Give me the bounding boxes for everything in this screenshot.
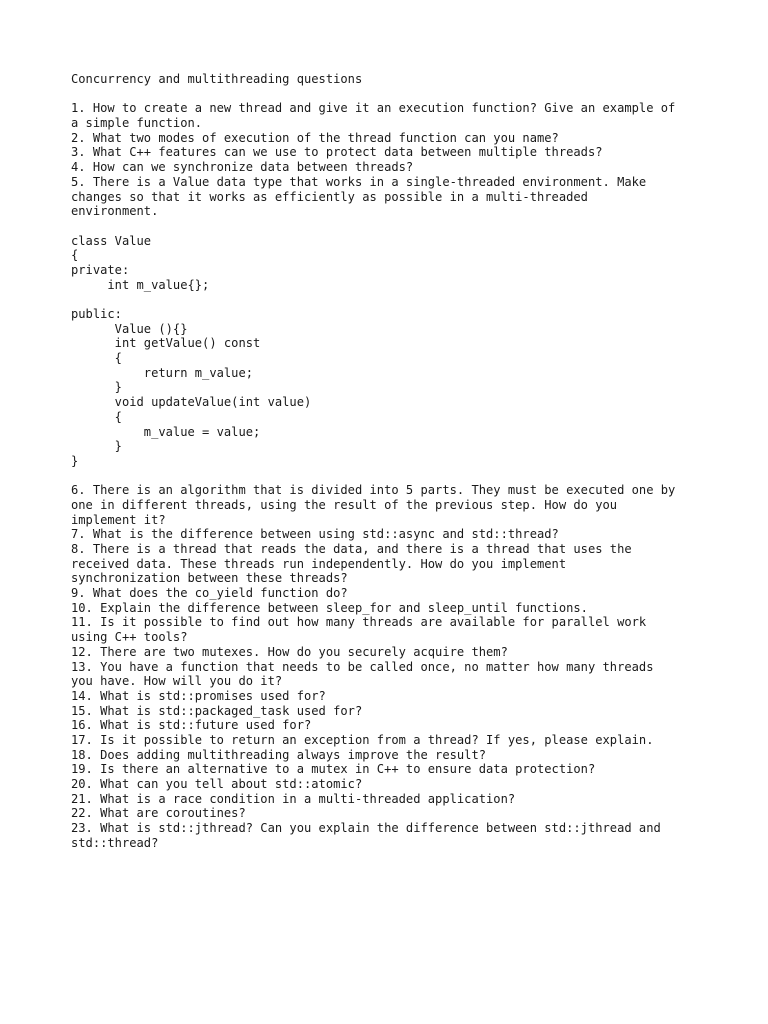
- question-item: [71, 615, 711, 644]
- question-text: 7. What is the difference between using std::async and std::thread?: [71, 527, 559, 542]
- code-line: {: [71, 248, 79, 263]
- question-text: 2. What two modes of execution of the thread function can you name?: [71, 130, 559, 145]
- code-line: private:: [71, 262, 130, 277]
- code-line: int m_value{};: [71, 277, 210, 292]
- question-text: 21. What is a race condition in a multi-threaded application?: [71, 791, 516, 806]
- question-text: 1. How to create a new thread and give it an execution function? Give an example of: [71, 101, 676, 116]
- question-text: 17. Is it possible to return an exception from a thread? If yes, please explain.: [71, 732, 654, 747]
- code-line: {: [71, 409, 122, 424]
- code-line: Value (){}: [71, 321, 188, 336]
- code-block: [71, 234, 711, 469]
- code-line: }: [71, 453, 79, 468]
- question-item: [71, 601, 711, 616]
- question-text: changes so that it works as efficiently as possible in a multi-threaded: [71, 189, 588, 204]
- code-line: {: [71, 351, 122, 366]
- question-text: 8. There is a thread that reads the data, and there is a thread that uses the: [71, 542, 632, 556]
- question-text: 16. What is std::future used for?: [71, 718, 312, 733]
- question-item: [71, 733, 711, 748]
- question-text: received data. These threads run independently. How do you implement: [71, 556, 567, 571]
- question-item: [71, 542, 711, 586]
- question-text: 22. What are coroutines?: [71, 806, 246, 821]
- question-text: 14. What is std::promises used for?: [71, 688, 326, 703]
- question-text: a simple function.: [71, 116, 203, 131]
- question-item: [71, 101, 711, 130]
- code-line: }: [71, 439, 122, 454]
- question-text: 6. There is an algorithm that is divided into 5 parts. They must be executed one by: [71, 483, 676, 498]
- question-text: 23. What is std::jthread? Can you explain the difference between std::jthread and: [71, 821, 661, 836]
- question-item: [71, 689, 711, 704]
- code-line: class Value: [71, 233, 152, 248]
- question-text: you have. How will you do it?: [71, 674, 283, 689]
- question-item: [71, 821, 711, 850]
- question-item: [71, 806, 711, 821]
- code-line: int getValue() const: [71, 336, 261, 351]
- question-list-part2: [71, 483, 711, 850]
- question-item: [71, 131, 711, 146]
- question-text: implement it?: [71, 512, 166, 527]
- question-text: 4. How can we synchronize data between threads?: [71, 160, 414, 175]
- question-item: [71, 704, 711, 719]
- code-line: }: [71, 380, 122, 395]
- document-title: Concurrency and multithreading questions: [71, 72, 363, 86]
- question-item: [71, 527, 711, 542]
- question-item: [71, 645, 711, 660]
- question-text: 18. Does adding multithreading always improve the result?: [71, 747, 487, 762]
- question-item: [71, 586, 711, 601]
- code-line: return m_value;: [71, 365, 254, 380]
- question-text: one in different threads, using the result of the previous step. How do you: [71, 497, 618, 512]
- question-item: [71, 792, 711, 807]
- question-text: 9. What does the co_yield function do?: [71, 586, 348, 601]
- question-item: [71, 762, 711, 777]
- blank-line: [71, 87, 711, 102]
- question-item: [71, 718, 711, 733]
- question-text: 10. Explain the difference between sleep_for and sleep_until functions.: [71, 600, 588, 615]
- question-item: [71, 483, 711, 527]
- question-text: synchronization between these threads?: [71, 571, 348, 586]
- question-text: environment.: [71, 204, 159, 219]
- question-text: 5. There is a Value data type that works in a single-threaded environment. Make: [71, 174, 647, 189]
- document-page: [71, 72, 711, 850]
- question-item: [71, 660, 711, 689]
- question-text: 20. What can you tell about std::atomic?: [71, 777, 363, 791]
- code-line: void updateValue(int value): [71, 395, 312, 410]
- question-item: [71, 748, 711, 763]
- question-text: 3. What C++ features can we use to protect data between multiple threads?: [71, 145, 603, 160]
- code-line: public:: [71, 307, 122, 321]
- question-item: [71, 160, 711, 175]
- question-text: 15. What is std::packaged_task used for?: [71, 703, 363, 718]
- question-item: [71, 145, 711, 160]
- code-line: m_value = value;: [71, 424, 261, 439]
- code-line-blank: [71, 292, 711, 307]
- question-text: 13. You have a function that needs to be called once, no matter how many threads: [71, 659, 654, 674]
- question-item: [71, 175, 711, 219]
- question-text: 12. There are two mutexes. How do you securely acquire them?: [71, 644, 508, 659]
- blank-line: [71, 219, 711, 234]
- question-text: std::thread?: [71, 835, 159, 850]
- question-text: 11. Is it possible to find out how many threads are available for parallel work: [71, 615, 647, 630]
- blank-line: [71, 469, 711, 484]
- question-item: [71, 777, 711, 792]
- question-text: using C++ tools?: [71, 630, 188, 645]
- question-list-part1: [71, 101, 711, 219]
- question-text: 19. Is there an alternative to a mutex in C++ to ensure data protection?: [71, 762, 596, 777]
